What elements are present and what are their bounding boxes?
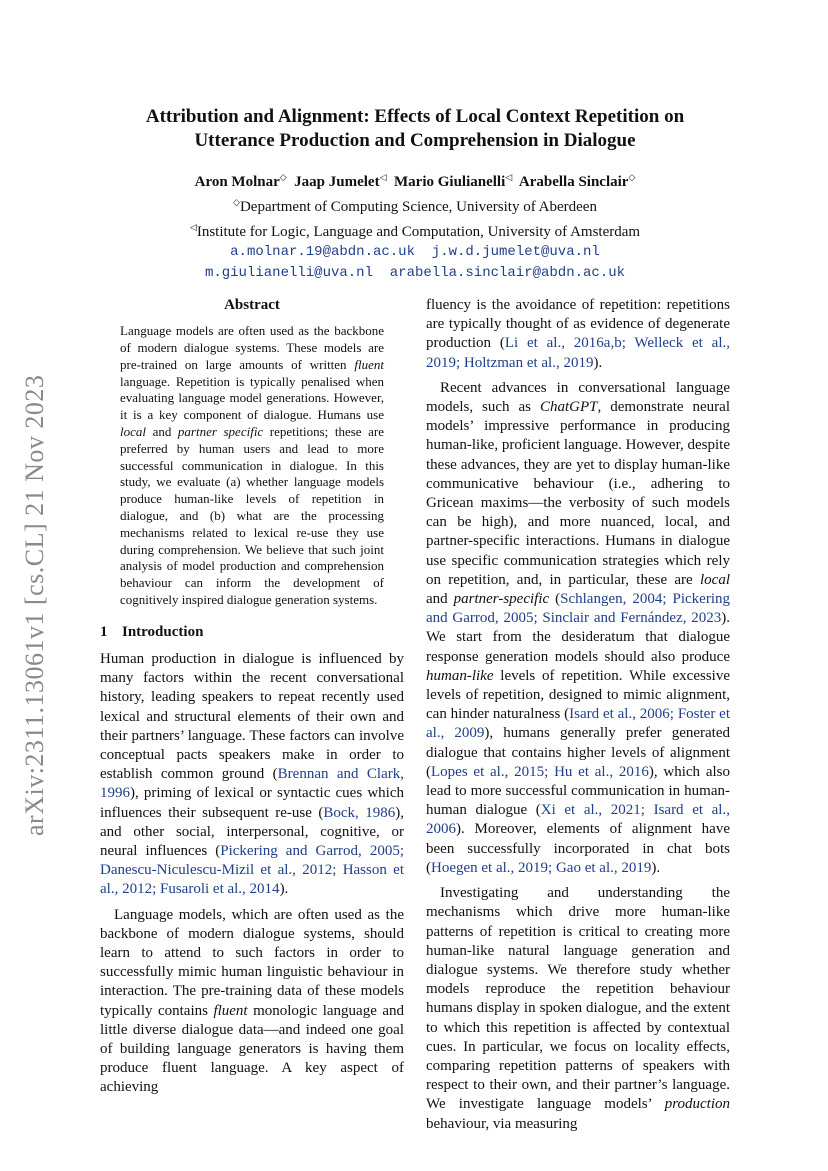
abstract-heading: Abstract — [224, 297, 280, 313]
citation-link[interactable]: Schlangen, 2004; Pickering and Garrod, 2005; Sinclair and Fernández, 2023 — [426, 591, 730, 627]
title-line-2: Utterance Production and Comprehension in Dialogue — [194, 130, 636, 151]
author-list — [100, 167, 730, 192]
intro-paragraph-3: Recent advances in conversational language models, such as ChatGPT, demonstrate neural models’ impressive performance in producing human-like, proficient language. However, despite these advances, they are yet to display human-like communicative behaviour (i.e., adhering to Gricean maxims—the verbosity of such models can be high), and more nuanced, local, and partner-specific interactions. Humans in dialogue use specific communication strategies which rely on repetition, and, in particular, these are local and partner-specific (Schlangen, 2004; Pickering and Garrod, 2005; Sinclair and Fernández, 2023). We start from the desideratum that dialogue response generation models should also produce human-like levels of repetition. While excessive levels of repetition, designed to mimic alignment, can hinder naturalness (Isard et al., 2006; Foster et al., 2009), humans generally prefer generated dialogue that contains higher levels of alignment (Lopes et al., 2015; Hu et al., 2016), which also lead to more successful communication in human-human dialogue (Xi et al., 2021; Isard et al., 2006). Moreover, elements of alignment have been successfully incorporated in chat bots (Hoegen et al., 2019; Gao et al., 2019). — [426, 379, 730, 876]
intro-paragraph-2: Language models, which are often used as the backbone of modern dialogue systems, should learn to attend to such factors in order to successfully mimic human linguistic behaviour in interaction. The pre-training data of these models typically contains fluent monologic language and little diverse dialogue data—and indeed one goal of building language generators is having them produce fluent language. A key aspect of achieving — [100, 906, 404, 1096]
citation-link[interactable]: Pickering and Garrod, 2005; Danescu-Niculescu-Mizil et al., 2012; Hasson et al., 2012; Fusaroli et al., 2014 — [100, 842, 404, 898]
right-column — [426, 296, 730, 1134]
intro-paragraph-4: Investigating and understanding the mechanisms which drive more human-like patterns of repetition is critical to creating more human-like natural language generation and dialogue systems. We therefore study whether models reproduce the repetition behaviour humans display in spoken dialogue, and the extent to which this repetition is affected by contextual cues. In particular, we focus on locality effects, comparing repetition patterns of speakers with respect to their own, and their partner’s language. We investigate language models’ production behaviour, via measuring — [426, 885, 730, 1132]
abstract-body: Language models are often used as the backbone of modern dialogue systems. These models are pre-trained on large amounts of written fluent language. Repetition is typically penalised when evaluating language model generations. However, it is a key component of dialogue. Humans use local and partner specific repetitions; these are preferred by human users and lead to more successful communication in dialogue. In this study, we evaluate (a) whether language models produce human-like levels of repetition in dialogue, and (b) what are the processing mechanisms related to lexical re-use they use during comprehension. We believe that such joint analysis of model production and comprehension behaviour can inform the development of cognitively inspired dialogue generation systems. — [120, 323, 384, 607]
paper-title — [100, 105, 730, 153]
arxiv-identifier: arXiv:2311.13061v1 [cs.CL] 21 Nov 2023 — [20, 374, 49, 836]
intro-paragraph-1: Human production in dialogue is influenced by many factors within the recent conversational history, leading speakers to repeat recently used lexical and structural elements of their own and their partners’ language. These factors can involve conceptual pacts speakers make in order to establish common ground (Brennan and Clark, 1996), priming of lexical or syntactic cues which influences their subsequent re-use (Bock, 1986), and other social, interpersonal, cognitive, or neural influences (Pickering and Garrod, 2005; Danescu-Niculescu-Mizil et al., 2012; Hasson et al., 2012; Fusaroli et al., 2014). — [100, 650, 404, 898]
author: Jaap Jumelet◁ — [294, 172, 387, 190]
citation-link[interactable]: Lopes et al., 2015; Hu et al., 2016 — [431, 763, 649, 780]
intro-paragraph-2-cont: fluency is the avoidance of repetition: repetitions are typically thought of as evidence of degenerate production (Li et al., 2016a,b; Welleck et al., 2019; Holtzman et al., 2019). — [426, 297, 731, 371]
left-column — [100, 296, 404, 1098]
section-heading-introduction: 1 Introduction — [100, 623, 204, 640]
citation-link[interactable]: Xi et al., 2021; Isard et al., 2006 — [426, 802, 730, 838]
email-line-2[interactable]: m.giulianelli@uva.nl arabella.sinclair@abdn.ac.uk — [204, 265, 626, 281]
citation-link[interactable]: Isard et al., 2006; Foster et al., 2009 — [426, 706, 730, 742]
email-line-1[interactable]: a.molnar.19@abdn.ac.uk j.w.d.jumelet@uva.nl — [230, 244, 600, 260]
citation-link[interactable]: Bock, 1986 — [323, 804, 396, 821]
affiliation-amsterdam: ◁Institute for Logic, Language and Computation, University of Amsterdam — [189, 222, 641, 240]
author: Mario Giulianelli◁ — [394, 172, 513, 190]
affiliation-aberdeen: ◇Department of Computing Science, University of Aberdeen — [233, 197, 597, 215]
author: Arabella Sinclair◇ — [518, 172, 636, 190]
citation-link[interactable]: Hoegen et al., 2019; Gao et al., 2019 — [431, 859, 652, 876]
citation-link[interactable]: Li et al., 2016a,b; Welleck et al., 2019; Holtzman et al., 2019 — [426, 335, 731, 371]
citation-link[interactable]: Brennan and Clark, 1996 — [100, 766, 404, 802]
paper-header — [100, 105, 730, 284]
author: Aron Molnar◇ — [194, 172, 287, 190]
title-line-1: Attribution and Alignment: Effects of Local Context Repetition on — [145, 106, 685, 127]
